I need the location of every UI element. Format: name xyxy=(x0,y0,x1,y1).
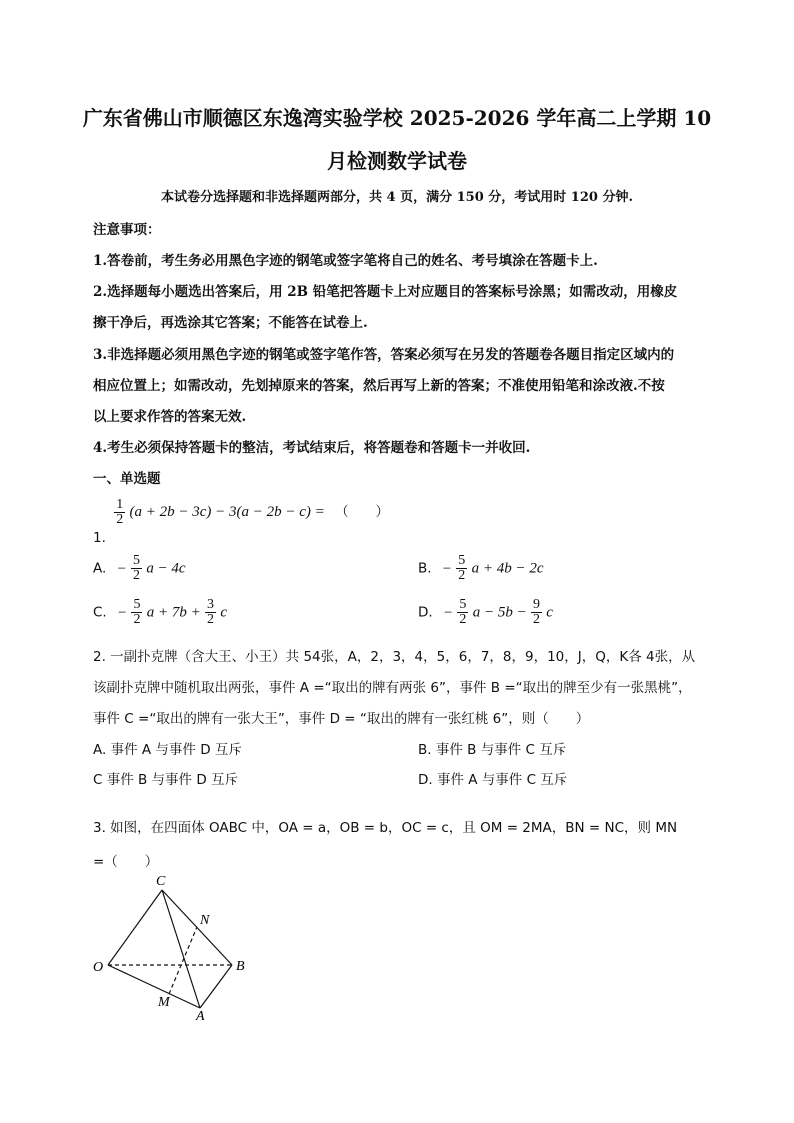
q1-stem xyxy=(93,497,390,546)
q1-option-b[interactable]: B. − $\frac{5}{2}$ a + 4b − 2c xyxy=(418,553,544,583)
q3-line1: 3. 如图，在四面体 OABC 中，OA = a，OB = b，OC = c，且 OM = 2MA，BN = NC，则 MN xyxy=(93,820,678,836)
label-m: M xyxy=(158,995,170,1010)
note-2a: 2.选择题每小题选出答案后，用 2B 铅笔把答题卡上对应题目的答案标号涂黑；如需改动，用橡皮 xyxy=(93,284,678,300)
tetrahedron-diagram xyxy=(90,870,260,1020)
q2-option-d[interactable]: D. 事件 A 与事件 C 互斥 xyxy=(418,772,568,788)
q3-line2: =（ ） xyxy=(93,854,159,870)
label-n: N xyxy=(200,913,210,928)
q2-option-a[interactable]: A. 事件 A 与事件 D 互斥 xyxy=(93,742,242,758)
q1-option-d[interactable]: D. − $\frac{5}{2}$ a − 5b − $\frac{9}{2}$ c xyxy=(418,597,553,627)
label-o: O xyxy=(93,960,104,975)
q1-fraction: $\frac{1}{2}$ xyxy=(116,497,124,527)
q2-option-c[interactable]: C 事件 B 与事件 D 互斥 xyxy=(93,772,239,788)
label-a: A xyxy=(196,1009,205,1020)
q1-option-a[interactable]: A. − $\frac{5}{2}$ a − 4c xyxy=(93,553,186,583)
label-c: C xyxy=(156,874,166,889)
q2-line3: 事件 C =“取出的牌有一张大王”，事件 D = “取出的牌有一张红桃 6”，则（ ） xyxy=(93,711,590,727)
q1-expression: (a + 2b − 3c) − 3(a − 2b − c) = xyxy=(129,504,325,520)
q1-blank: （ ） xyxy=(335,504,390,520)
note-4: 4.考生必须保持答题卡的整洁，考试结束后，将答题卷和答题卡一并收回. xyxy=(93,440,531,456)
note-3c: 以上要求作答的答案无效. xyxy=(93,409,247,425)
note-2b: 擦干净后，再选涂其它答案；不能答在试卷上. xyxy=(93,315,368,331)
note-3a: 3.非选择题必须用黑色字迹的钢笔或签字笔作答，答案必须写在另发的答题卷各题目指定区域内的 xyxy=(93,347,675,363)
q2-line2: 该副扑克牌中随机取出两张，事件 A =“取出的牌有两张 6”，事件 B =“取出的牌至少有一张黑桃”， xyxy=(93,680,692,696)
notes-heading: 注意事项： xyxy=(93,222,161,238)
q2-line1: 2. 一副扑克牌（含大王、小王）共 54张，A，2，3，4，5，6，7，8，9，10，J，Q，K各 4张，从 xyxy=(93,649,696,665)
q2-option-b[interactable]: B. 事件 B 与事件 C 互斥 xyxy=(418,742,567,758)
note-1: 1.答卷前，考生务必用黑色字迹的钢笔或签字笔将自己的姓名、考号填涂在答题卡上. xyxy=(93,253,598,269)
exam-title-line2: 月检测数学试卷 xyxy=(327,149,467,173)
note-3b: 相应位置上；如需改动，先划掉原来的答案，然后再写上新的答案；不准使用铅笔和涂改液.不按 xyxy=(93,378,665,394)
q1-option-c[interactable]: C. − $\frac{5}{2}$ a + 7b + $\frac{3}{2}$ c xyxy=(93,597,227,627)
exam-title-line1: 广东省佛山市顺德区东逸湾实验学校 2025-2026 学年高二上学期 10 xyxy=(82,106,712,130)
edge-ca xyxy=(162,890,200,1008)
edge-oc xyxy=(108,890,162,965)
exam-intro: 本试卷分选择题和非选择题两部分，共 4 页，满分 150 分，考试用时 120 分钟. xyxy=(161,190,633,205)
section-heading: 一、单选题 xyxy=(93,471,161,487)
q1-number: 1. xyxy=(93,530,106,546)
label-b: B xyxy=(236,959,245,974)
edge-ab xyxy=(200,965,232,1008)
edge-oa xyxy=(108,965,200,1008)
